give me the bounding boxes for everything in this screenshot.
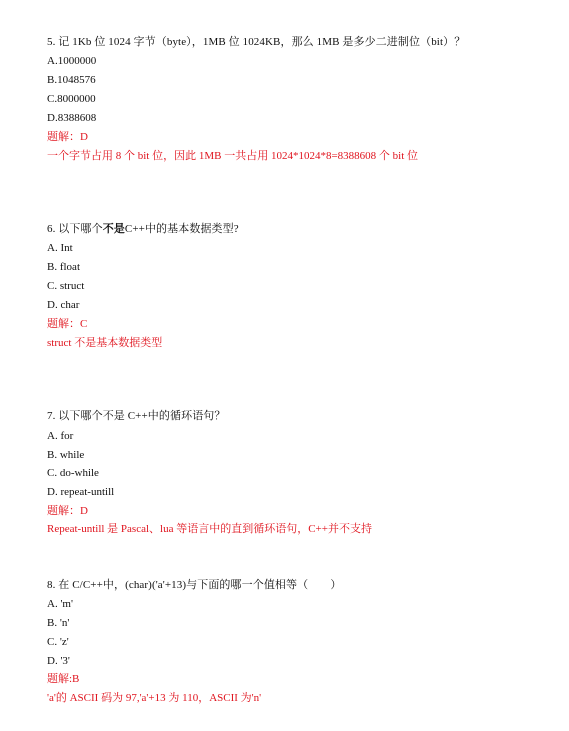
question-6-explanation: struct 不是基本数据类型 [47,337,163,349]
question-6-stem [47,222,239,236]
question-7-stem: 7. 以下哪个不是 C++中的循环语句？ [47,410,226,422]
question-8-option-d: D. '3' [47,655,70,667]
question-6-stem-prefix: 6. 以下哪个 [47,223,103,235]
question-7-option-b: B. while [47,449,85,461]
question-7-option-a: A. for [47,430,74,442]
question-5-option-d: D.8388608 [47,112,97,124]
question-6-option-b: B. float [47,261,80,273]
question-8-option-a: A. 'm' [47,598,73,610]
question-7-option-c: C. do-while [47,467,99,479]
question-8-option-b: B. 'n' [47,617,70,629]
question-6-option-c: C. struct [47,280,85,292]
question-6-option-a: A. Int [47,242,73,254]
question-6-answer: 题解：C [47,318,88,330]
question-5-option-c: C.8000000 [47,93,96,105]
question-7-option-d: D. repeat-untill [47,486,115,498]
question-6-option-d: D. char [47,299,80,311]
question-5-answer: 题解：D [47,131,88,143]
question-8-option-c: C. 'z' [47,636,69,648]
question-5-option-a: A.1000000 [47,55,97,67]
question-5-explanation: 一个字节占用 8 个 bit 位，因此 1MB 一共占用 1024*1024*8=8388608 个 bit 位 [47,150,419,162]
question-6-stem-emphasis: 不是 [102,223,125,235]
question-8-answer: 题解:B [47,673,80,685]
question-7-answer: 题解：D [47,505,88,517]
question-8-stem: 8. 在 C/C++中，(char)('a'+13)与下面的哪一个值相等（ ） [47,579,342,591]
question-7-explanation: Repeat-untill 是 Pascal、lua 等语言中的直到循环语句，C++并不支持 [47,523,372,535]
question-8-explanation: 'a'的 ASCII 码为 97,'a'+13 为 110，ASCII 为'n' [47,692,262,704]
question-5-stem: 5. 记 1Kb 位 1024 字节（byte），1MB 位 1024KB，那么 1MB 是多少二进制位（bit）？ [47,36,466,48]
question-6-stem-suffix: C++中的基本数据类型? [124,223,239,235]
question-5-option-b: B.1048576 [47,74,96,86]
